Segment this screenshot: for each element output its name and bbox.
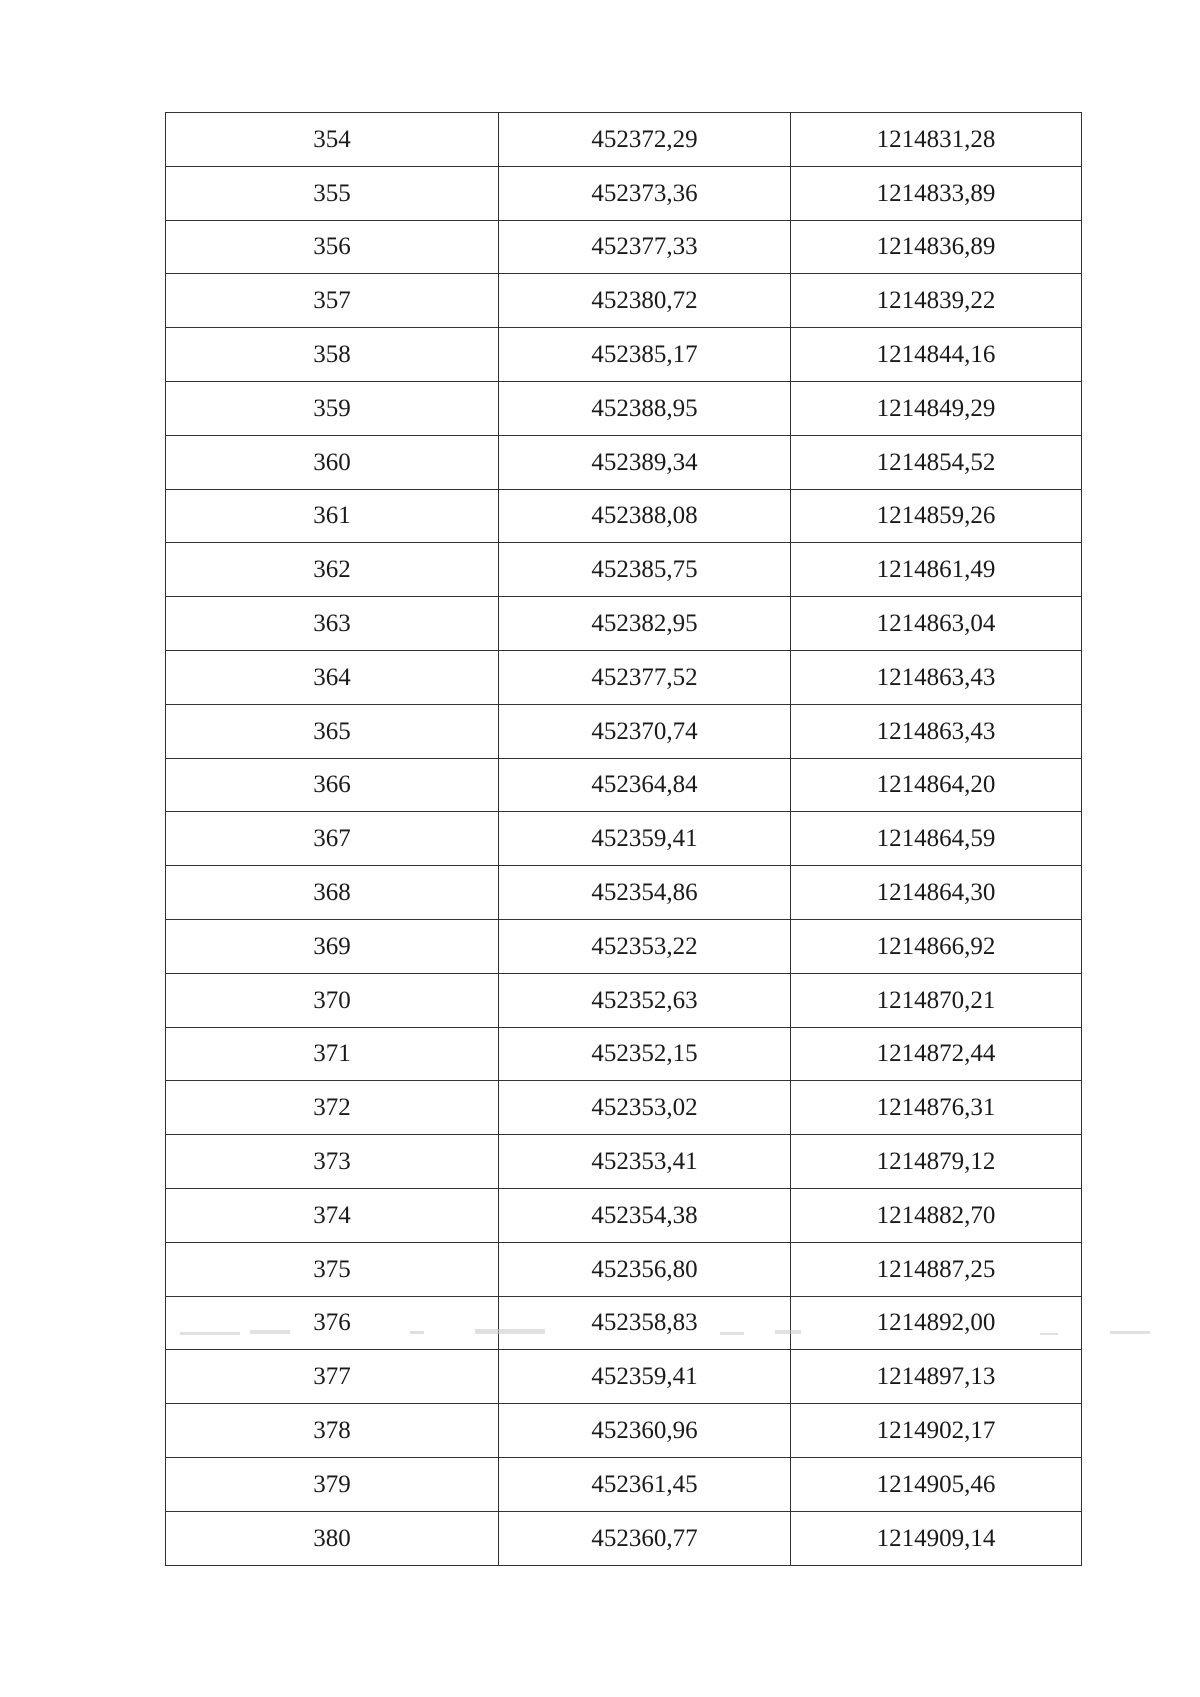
point-number-cell: 380 [166,1511,499,1565]
y-coordinate-cell: 1214863,04 [791,597,1082,651]
x-coordinate-cell: 452377,33 [499,220,791,274]
table-row [166,435,1082,489]
y-coordinate-cell: 1214879,12 [791,1135,1082,1189]
x-coordinate-cell: 452358,83 [499,1296,791,1350]
x-coordinate-cell: 452356,80 [499,1242,791,1296]
y-coordinate-cell: 1214909,14 [791,1511,1082,1565]
y-coordinate-cell: 1214864,20 [791,758,1082,812]
y-coordinate-cell: 1214864,59 [791,812,1082,866]
x-coordinate-cell: 452364,84 [499,758,791,812]
y-coordinate-cell: 1214831,28 [791,113,1082,167]
table-row [166,1350,1082,1404]
y-coordinate-cell: 1214892,00 [791,1296,1082,1350]
y-coordinate-cell: 1214863,43 [791,650,1082,704]
table-row [166,1081,1082,1135]
table-row [166,919,1082,973]
table-row [166,1188,1082,1242]
x-coordinate-cell: 452377,52 [499,650,791,704]
point-number-cell: 360 [166,435,499,489]
x-coordinate-cell: 452352,63 [499,973,791,1027]
table-row [166,1511,1082,1565]
x-coordinate-cell: 452361,45 [499,1457,791,1511]
table-row [166,866,1082,920]
x-coordinate-cell: 452359,41 [499,1350,791,1404]
y-coordinate-cell: 1214905,46 [791,1457,1082,1511]
y-coordinate-cell: 1214887,25 [791,1242,1082,1296]
table-row [166,1296,1082,1350]
x-coordinate-cell: 452360,96 [499,1404,791,1458]
x-coordinate-cell: 452373,36 [499,166,791,220]
table-row [166,220,1082,274]
x-coordinate-cell: 452389,34 [499,435,791,489]
y-coordinate-cell: 1214854,52 [791,435,1082,489]
x-coordinate-cell: 452353,41 [499,1135,791,1189]
coordinates-table-body [166,113,1082,1566]
y-coordinate-cell: 1214836,89 [791,220,1082,274]
x-coordinate-cell: 452354,38 [499,1188,791,1242]
x-coordinate-cell: 452354,86 [499,866,791,920]
y-coordinate-cell: 1214849,29 [791,381,1082,435]
point-number-cell: 362 [166,543,499,597]
x-coordinate-cell: 452382,95 [499,597,791,651]
point-number-cell: 356 [166,220,499,274]
y-coordinate-cell: 1214882,70 [791,1188,1082,1242]
table-row [166,543,1082,597]
point-number-cell: 379 [166,1457,499,1511]
point-number-cell: 369 [166,919,499,973]
point-number-cell: 358 [166,328,499,382]
x-coordinate-cell: 452380,72 [499,274,791,328]
table-row [166,1242,1082,1296]
point-number-cell: 372 [166,1081,499,1135]
y-coordinate-cell: 1214844,16 [791,328,1082,382]
table-row [166,704,1082,758]
y-coordinate-cell: 1214839,22 [791,274,1082,328]
point-number-cell: 359 [166,381,499,435]
table-row [166,1404,1082,1458]
y-coordinate-cell: 1214859,26 [791,489,1082,543]
x-coordinate-cell: 452360,77 [499,1511,791,1565]
y-coordinate-cell: 1214897,13 [791,1350,1082,1404]
x-coordinate-cell: 452372,29 [499,113,791,167]
point-number-cell: 376 [166,1296,499,1350]
point-number-cell: 366 [166,758,499,812]
y-coordinate-cell: 1214861,49 [791,543,1082,597]
point-number-cell: 377 [166,1350,499,1404]
point-number-cell: 355 [166,166,499,220]
point-number-cell: 374 [166,1188,499,1242]
point-number-cell: 365 [166,704,499,758]
y-coordinate-cell: 1214866,92 [791,919,1082,973]
table-row [166,973,1082,1027]
x-coordinate-cell: 452359,41 [499,812,791,866]
point-number-cell: 364 [166,650,499,704]
point-number-cell: 357 [166,274,499,328]
table-row [166,650,1082,704]
y-coordinate-cell: 1214870,21 [791,973,1082,1027]
point-number-cell: 375 [166,1242,499,1296]
point-number-cell: 361 [166,489,499,543]
y-coordinate-cell: 1214872,44 [791,1027,1082,1081]
x-coordinate-cell: 452370,74 [499,704,791,758]
table-row [166,1457,1082,1511]
table-row [166,597,1082,651]
table-row [166,1027,1082,1081]
x-coordinate-cell: 452388,95 [499,381,791,435]
table-row [166,812,1082,866]
x-coordinate-cell: 452353,22 [499,919,791,973]
table-row [166,113,1082,167]
point-number-cell: 363 [166,597,499,651]
table-row [166,1135,1082,1189]
y-coordinate-cell: 1214833,89 [791,166,1082,220]
point-number-cell: 378 [166,1404,499,1458]
point-number-cell: 368 [166,866,499,920]
table-row [166,328,1082,382]
x-coordinate-cell: 452385,75 [499,543,791,597]
point-number-cell: 371 [166,1027,499,1081]
table-row [166,381,1082,435]
table-row [166,274,1082,328]
y-coordinate-cell: 1214864,30 [791,866,1082,920]
point-number-cell: 373 [166,1135,499,1189]
x-coordinate-cell: 452388,08 [499,489,791,543]
point-number-cell: 370 [166,973,499,1027]
x-coordinate-cell: 452352,15 [499,1027,791,1081]
point-number-cell: 367 [166,812,499,866]
x-coordinate-cell: 452353,02 [499,1081,791,1135]
point-number-cell: 354 [166,113,499,167]
x-coordinate-cell: 452385,17 [499,328,791,382]
y-coordinate-cell: 1214876,31 [791,1081,1082,1135]
table-row [166,489,1082,543]
table-row [166,758,1082,812]
table-row [166,166,1082,220]
y-coordinate-cell: 1214863,43 [791,704,1082,758]
y-coordinate-cell: 1214902,17 [791,1404,1082,1458]
coordinates-table [165,112,1082,1566]
